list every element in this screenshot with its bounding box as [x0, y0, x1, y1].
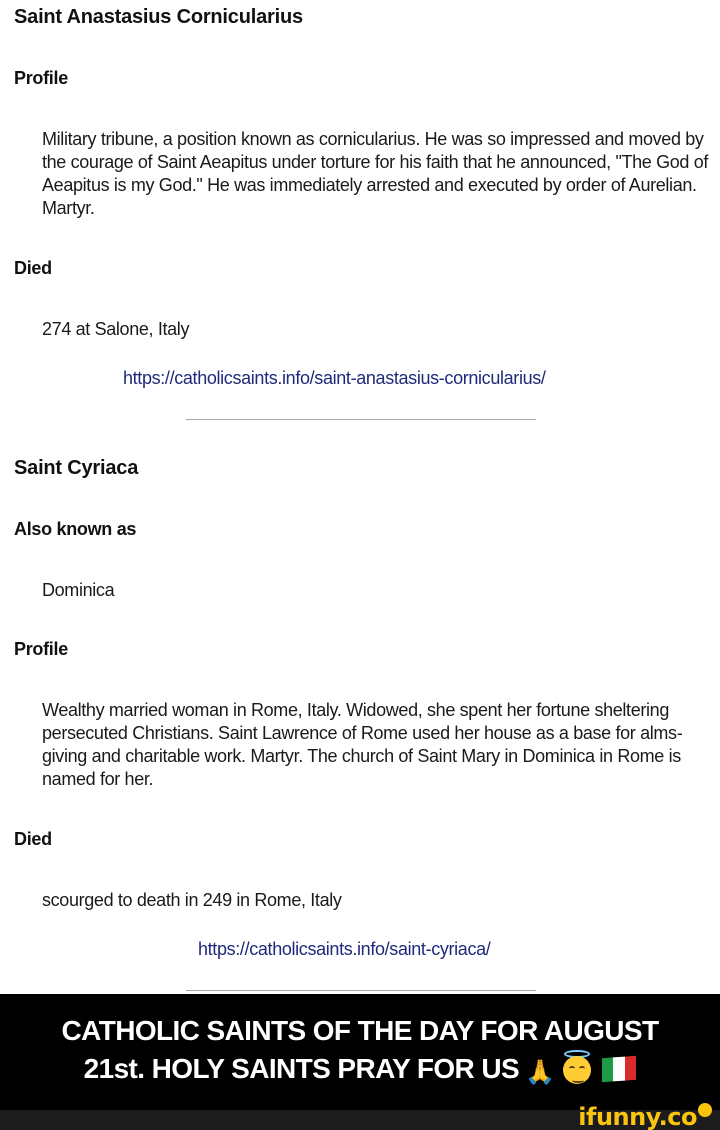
section-label-died: Died — [14, 258, 52, 278]
caption-line-2-text: 21st. HOLY SAINTS PRAY FOR US — [83, 1053, 520, 1084]
section-label-died: Died — [14, 829, 52, 849]
divider — [186, 990, 536, 991]
smiling-face-with-halo-icon — [562, 1050, 592, 1084]
caption-line-2 — [0, 1050, 720, 1091]
section-label-profile: Profile — [14, 68, 68, 88]
died-text: scourged to death in 249 in Rome, Italy — [42, 890, 342, 910]
profile-text: Military tribune, a position known as cornicularius. He was so impressed and moved by the courage of Saint Aeapitus under torture for his faith that he announced, "The God of Aeapitus is my God." He was immediately arrested and executed by order of Aurelian. Martyr. — [42, 129, 709, 218]
caption-line-1: CATHOLIC SAINTS OF THE DAY FOR AUGUST — [61, 1015, 659, 1046]
section-label-profile: Profile — [14, 639, 68, 659]
section-label-aka: Also known as — [14, 519, 137, 539]
ifunny-logo-text: ifunny.co — [578, 1103, 697, 1130]
folded-hands-icon: 🙏 — [525, 1058, 555, 1086]
flag-italy-icon — [602, 1056, 636, 1082]
saint-title: Saint Cyriaca — [14, 457, 139, 479]
ifunny-logo — [578, 1103, 712, 1130]
watermark-bar — [0, 1103, 720, 1130]
meme-caption — [0, 994, 720, 1110]
died-text: 274 at Salone, Italy — [42, 319, 190, 339]
source-link[interactable]: https://catholicsaints.info/saint-cyriaca/ — [198, 939, 491, 959]
saint-title: Saint Anastasius Cornicularius — [14, 6, 303, 28]
source-link[interactable]: https://catholicsaints.info/saint-anastasius-cornicularius/ — [123, 368, 546, 388]
profile-text: Wealthy married woman in Rome, Italy. Widowed, she spent her fortune sheltering persecuted Christians. Saint Lawrence of Rome used her house as a base for alms-giving and charitable work. Martyr. The church of Saint Mary in Dominica in Rome is named for her. — [42, 700, 683, 789]
aka-text: Dominica — [42, 580, 115, 600]
divider — [186, 419, 536, 420]
smiley-icon — [698, 1103, 712, 1117]
